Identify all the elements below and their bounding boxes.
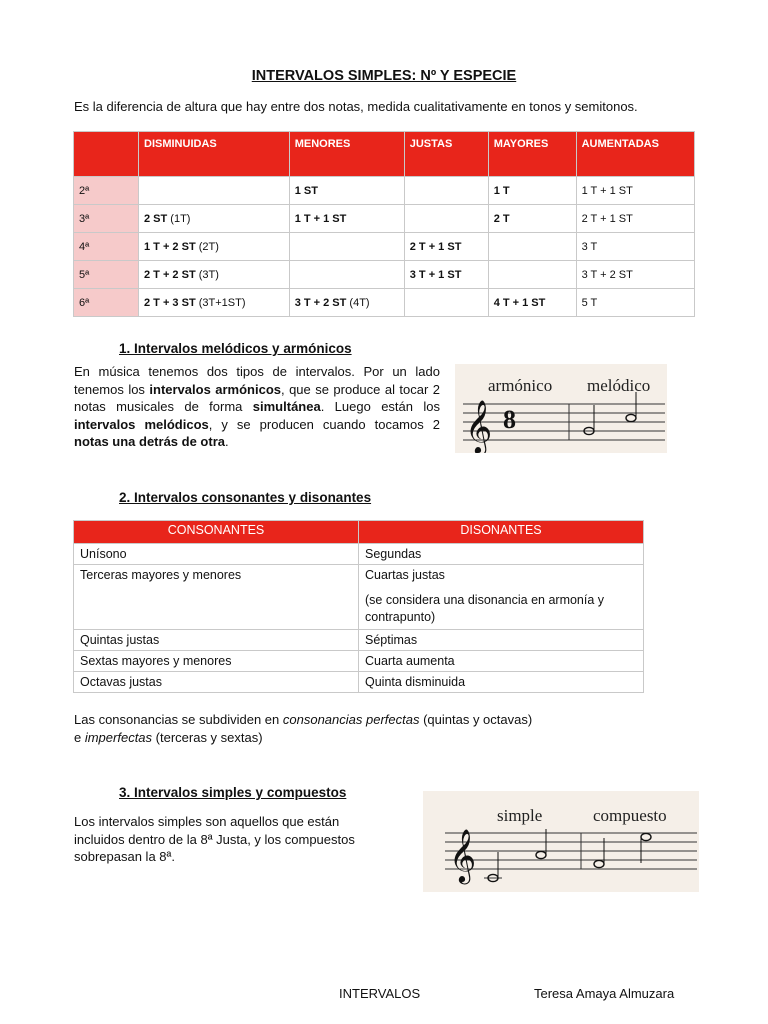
table-row: Unísono Segundas xyxy=(74,544,644,565)
table-row: Quintas justas Séptimas xyxy=(74,630,644,651)
note-icon xyxy=(641,833,651,840)
row-label: 2ª xyxy=(74,177,139,205)
note-icon xyxy=(626,414,636,421)
section2-heading: 2. Intervalos consonantes y disonantes xyxy=(119,490,372,505)
intro-text: Es la diferencia de altura que hay entre dos notas, medida cualitativamente en tonos y semitonos. xyxy=(74,99,638,114)
simple-compound-staff-image xyxy=(423,791,699,892)
header-justas: JUSTAS xyxy=(404,132,488,177)
row-label: 4ª xyxy=(74,233,139,261)
section3-text: Los intervalos simples son aquellos que están incluidos dentro de la 8ª Justa, y los compuestos sobrepasan la 8ª. xyxy=(74,814,355,864)
note-icon xyxy=(594,860,604,867)
section3-heading: 3. Intervalos simples y compuestos xyxy=(119,785,347,800)
consonance-note: Las consonancias se subdividen en consonancias perfectas (quintas y octavas) e imperfectas (terceras y sextas) xyxy=(74,712,533,745)
footer-author: Teresa Amaya Almuzara xyxy=(534,986,675,1001)
section1-heading: 1. Intervalos melódicos y armónicos xyxy=(119,341,352,356)
label-armonico: armónico xyxy=(488,376,553,395)
consonance-table xyxy=(73,520,644,693)
header-aumentadas: AUMENTADAS xyxy=(576,132,694,177)
table-row: 5ª 2 T + 2 ST (3T) 3 T + 1 ST 3 T + 2 ST xyxy=(74,261,695,289)
table-row: 6ª 2 T + 3 ST (3T+1ST) 3 T + 2 ST (4T) 4 T + 1 ST 5 T xyxy=(74,289,695,317)
table-row: Octavas justas Quinta disminuida xyxy=(74,672,644,693)
table-row: 2ª 1 ST 1 T 1 T + 1 ST xyxy=(74,177,695,205)
row-label: 3ª xyxy=(74,205,139,233)
harmonic-melodic-staff-image xyxy=(455,364,667,453)
header-disonantes: DISONANTES xyxy=(359,521,644,544)
section1-text: En música tenemos dos tipos de intervalos. Por un lado tenemos los intervalos armónicos, que se produce al tocar 2 notas musicales de forma simultánea. Luego están los intervalos melódicos, y se producen cuando tocamos 2 notas una detrás de otra. xyxy=(74,364,441,449)
table-row: Terceras mayores y menores Cuartas justas (se considera una disonancia en armonía y contrapunto) xyxy=(74,565,644,630)
interval-table xyxy=(73,131,695,317)
header-consonantes: CONSONANTES xyxy=(74,521,359,544)
table-row: Sextas mayores y menores Cuarta aumenta xyxy=(74,651,644,672)
label-compuesto: compuesto xyxy=(593,806,667,825)
table-row: 4ª 1 T + 2 ST (2T) 2 T + 1 ST 3 T xyxy=(74,233,695,261)
header-menores: MENORES xyxy=(289,132,404,177)
treble-clef-icon: 𝄞 xyxy=(465,399,493,453)
row-label: 6ª xyxy=(74,289,139,317)
treble-clef-icon: 𝄞 xyxy=(449,828,477,882)
table-header-row xyxy=(74,521,644,544)
table-header-row xyxy=(74,132,695,177)
header-mayores: MAYORES xyxy=(488,132,576,177)
note-icon xyxy=(536,851,546,858)
label-simple: simple xyxy=(497,806,543,825)
row-label: 5ª xyxy=(74,261,139,289)
footer-title: INTERVALOS xyxy=(339,986,421,1001)
header-disminuidas: DISMINUIDAS xyxy=(139,132,290,177)
harmonic-notes-icon: 8 xyxy=(503,405,516,434)
page-title: INTERVALOS SIMPLES: Nº Y ESPECIE xyxy=(251,68,517,84)
table-row: 3ª 2 ST (1T) 1 T + 1 ST 2 T 2 T + 1 ST xyxy=(74,205,695,233)
label-melodico: melódico xyxy=(587,376,651,395)
